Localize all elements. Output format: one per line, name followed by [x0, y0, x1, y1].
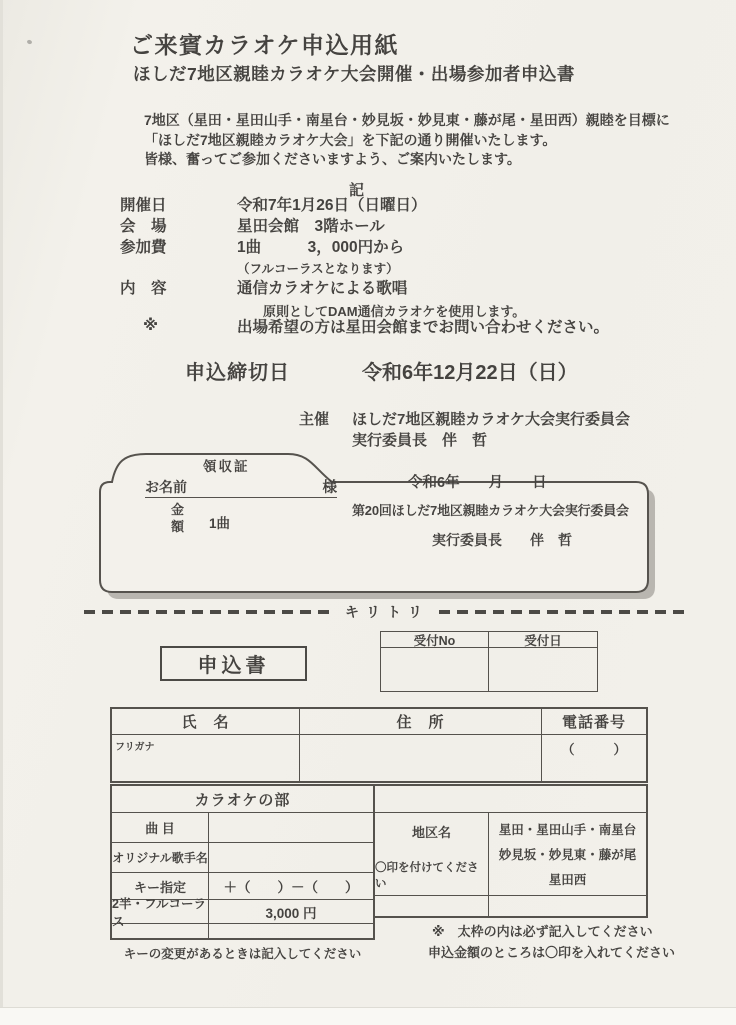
district-option-3: 星田西	[548, 873, 587, 887]
reception-date-header: 受付日	[489, 632, 597, 648]
venue-label: 会 場	[120, 218, 167, 235]
fee-value: 1曲 3，000円から	[237, 239, 405, 256]
scan-left-edge	[0, 0, 3, 1024]
song-title-label: 曲 目	[112, 813, 209, 843]
district-table	[373, 784, 648, 918]
karaoke-empty-right	[209, 924, 373, 938]
receipt-tab-label: 領収証	[203, 459, 250, 474]
district-label: 地区名	[411, 825, 451, 840]
karaoke-table	[110, 784, 375, 940]
applicant-table	[110, 707, 648, 783]
full-chorus-label: 2半・フルコーラス	[112, 900, 209, 924]
district-option-2: 妙見坂・妙見東・藤が尾	[498, 848, 637, 862]
application-title-box	[160, 646, 307, 681]
receipt-date: 令和6年 月 日	[408, 475, 547, 491]
key-change-note: キーの変更があるときは記入してください	[123, 947, 362, 961]
receipt-chair: 実行委員長 伴 哲	[432, 532, 572, 548]
receipt-name-label: お名前	[145, 479, 187, 495]
receipt-name-underline	[145, 478, 337, 498]
phone-input-cell	[542, 735, 646, 781]
district-label-cell	[375, 813, 489, 896]
organizer-name: ほしだ7地区親睦カラオケ大会実行委員会	[352, 411, 631, 428]
district-empty-top	[375, 786, 646, 813]
original-singer-input	[209, 843, 373, 873]
page-subtitle: ほしだ7地区親睦カラオケ大会開催・出場参加者申込書	[133, 64, 575, 84]
district-instruction: 〇印を付けてください	[375, 862, 479, 890]
required-note-1: ※ 太枠の内は必ず記入してください	[432, 924, 653, 939]
song-title-input	[209, 813, 373, 843]
phone-header: 電話番号	[542, 709, 646, 735]
reception-table	[380, 631, 598, 692]
reception-no-cell	[381, 648, 489, 691]
key-value: ＋（ ）－（ ）	[209, 873, 373, 900]
fee-label: 参加費	[120, 239, 167, 256]
karaoke-section-title: カラオケの部	[112, 786, 373, 813]
name-input-cell	[112, 735, 300, 781]
application-title: 申込書	[197, 655, 270, 677]
fee-note: （フルコーラスとなります）	[237, 262, 399, 276]
asterisk-note: 出場希望の方は星田会館までお問い合わせください。	[237, 319, 610, 336]
cut-dashes-left	[84, 610, 335, 614]
page-title: ご来賓カラオケ申込用紙	[130, 32, 400, 58]
asterisk-label: ※	[143, 317, 159, 334]
receipt-committee: 第20回ほしだ7地区親睦カラオケ大会実行委員会	[352, 503, 629, 518]
receipt-amount-label: 金 額	[171, 502, 185, 534]
scan-speck	[26, 39, 32, 44]
required-note-2: 申込金額のところは〇印を入れてください	[428, 945, 676, 960]
intro-line-2: 「ほしだ7地区親睦カラオケ大会」を下記の通り開催いたします。	[144, 131, 557, 148]
phone-parens: （ ）	[561, 742, 627, 757]
deadline-value: 令和6年12月22日（日）	[362, 362, 578, 384]
reception-no-header: 受付No	[381, 632, 489, 648]
deadline-label: 申込締切日	[185, 362, 290, 384]
furigana-label: フリガナ	[115, 742, 155, 753]
cut-line-label: キリトリ	[345, 604, 429, 620]
intro-line-3: 皆様、奮ってご参加くださいますよう、ご案内いたします。	[144, 151, 521, 167]
event-date-value: 令和7年1月26日（日曜日）	[237, 197, 427, 214]
district-option-1: 星田・星田山手・南星台	[498, 823, 637, 837]
organizer-label: 主催	[299, 411, 330, 428]
karaoke-empty-left	[112, 924, 209, 938]
name-header: 氏 名	[112, 709, 300, 735]
key-label: キー指定	[112, 873, 209, 900]
organizer-chair: 実行委員長 伴 哲	[352, 432, 488, 449]
content-label: 内 容	[120, 280, 167, 297]
content-value: 通信カラオケによる歌唱	[237, 280, 408, 297]
address-input-cell	[300, 735, 542, 781]
venue-value: 星田会館 3階ホール	[237, 218, 385, 235]
district-empty-bottom-right	[489, 896, 646, 916]
district-empty-bottom-left	[375, 896, 489, 916]
full-chorus-fee: 3,000 円	[209, 900, 373, 924]
receipt-amount-value: 1曲	[209, 516, 231, 531]
address-header: 住 所	[300, 709, 542, 735]
reception-date-cell	[489, 648, 597, 691]
district-options-cell	[489, 813, 646, 896]
original-singer-label: オリジナル歌手名	[112, 843, 209, 873]
dam-note: 原則としてDAM通信カラオケを使用します。	[263, 304, 526, 319]
notice-heading: 記	[349, 182, 365, 199]
cut-dashes-right	[439, 610, 690, 614]
intro-line-1: 7地区（星田・星田山手・南星台・妙見坂・妙見東・藤が尾・星田西）親睦を目標に	[144, 112, 670, 128]
scan-bottom-edge	[0, 1007, 736, 1025]
cut-line	[84, 602, 690, 622]
event-date-label: 開催日	[120, 197, 167, 214]
receipt-name-suffix: 様	[322, 480, 337, 496]
